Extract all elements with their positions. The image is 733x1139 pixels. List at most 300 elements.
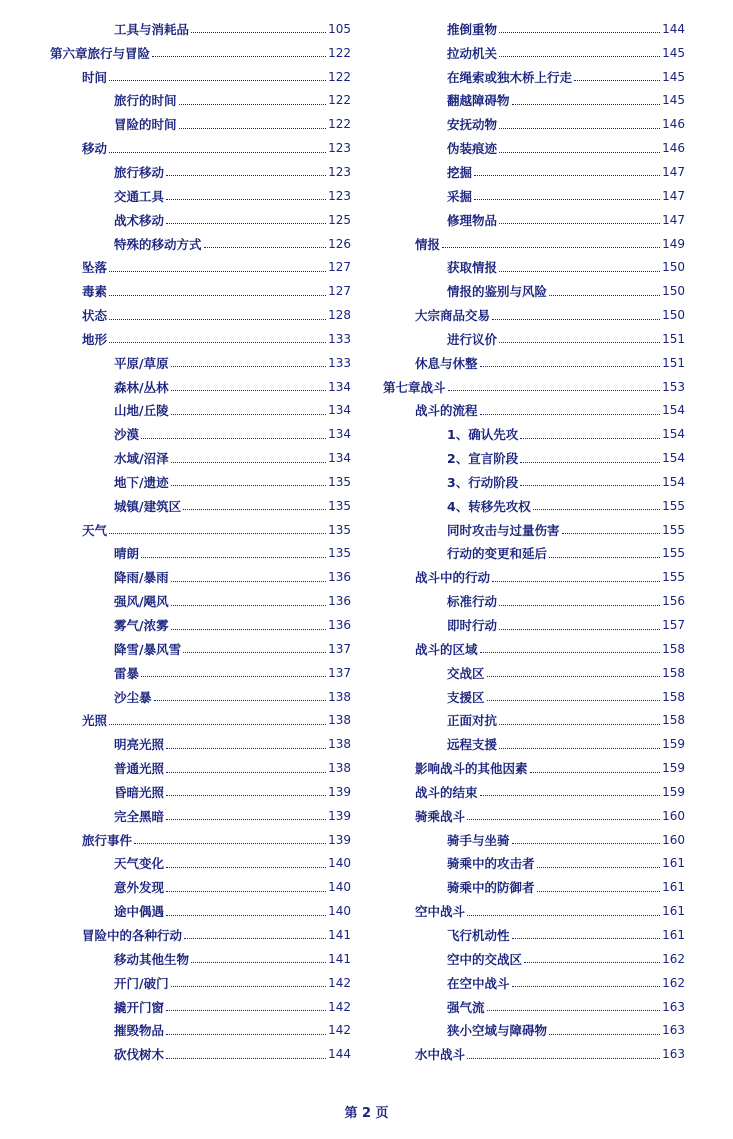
toc-entry-page: 133 (328, 355, 351, 370)
toc-entry-title: 状态 (82, 308, 108, 324)
toc-entry[interactable] (50, 255, 351, 279)
toc-column-left (50, 17, 351, 1066)
dot-leader (524, 962, 660, 963)
toc-entry[interactable] (383, 947, 685, 971)
toc-entry-title: 4、转移先攻权 (447, 498, 531, 514)
toc-entry-page: 153 (662, 379, 685, 394)
toc-entry[interactable] (50, 494, 351, 518)
dot-leader (499, 32, 660, 33)
toc-entry-page: 142 (328, 999, 351, 1014)
dot-leader (109, 533, 326, 534)
toc-entry-page: 157 (662, 618, 685, 633)
toc-entry-page: 154 (662, 451, 685, 466)
toc-entry[interactable] (50, 518, 351, 542)
toc-entry-title: 沙尘暴 (114, 689, 152, 705)
toc-entry[interactable] (50, 875, 351, 899)
toc-entry-title: 特殊的移动方式 (114, 236, 202, 252)
toc-entry-title: 森林/丛林 (114, 379, 169, 395)
toc-entry[interactable] (50, 327, 351, 351)
toc-entry-page: 160 (662, 832, 685, 847)
dot-leader (109, 319, 326, 320)
toc-entry[interactable] (50, 41, 351, 65)
toc-entry[interactable] (383, 1042, 685, 1066)
toc-entry[interactable] (383, 613, 685, 637)
toc-entry[interactable] (50, 732, 351, 756)
toc-entry-title: 坠落 (82, 260, 108, 276)
toc-entry-page: 139 (328, 784, 351, 799)
toc-entry-title: 冒险的时间 (114, 117, 177, 133)
toc-entry-page: 134 (328, 379, 351, 394)
toc-entry[interactable] (383, 995, 685, 1019)
toc-entry-page: 138 (328, 737, 351, 752)
toc-entry-page: 144 (328, 1047, 351, 1062)
toc-entry[interactable] (50, 685, 351, 709)
toc-entry-page: 155 (662, 570, 685, 585)
toc-entry-page: 150 (662, 260, 685, 275)
toc-entry-title: 骑乘中的防御者 (447, 880, 535, 896)
toc-entry-title: 平原/草原 (114, 355, 169, 371)
dot-leader (166, 891, 326, 892)
toc-entry[interactable] (383, 971, 685, 995)
toc-entry-page: 160 (662, 808, 685, 823)
toc-entry[interactable] (50, 589, 351, 613)
dot-leader (179, 128, 327, 129)
dot-leader (166, 1010, 326, 1011)
toc-entry-page: 158 (662, 713, 685, 728)
toc-entry-title: 光照 (82, 713, 108, 729)
dot-leader (520, 462, 660, 463)
toc-entry-title: 地下/遗迹 (114, 474, 169, 490)
dot-leader (166, 915, 326, 916)
toc-entry[interactable] (50, 971, 351, 995)
toc-entry[interactable] (50, 995, 351, 1019)
toc-entry-page: 123 (328, 141, 351, 156)
dot-leader (183, 652, 326, 653)
toc-entry-title: 战斗的流程 (415, 403, 478, 419)
dot-leader (487, 676, 661, 677)
toc-entry-page: 139 (328, 808, 351, 823)
toc-entry-page: 151 (662, 331, 685, 346)
toc-entry[interactable] (50, 208, 351, 232)
toc-entry-title: 推倒重物 (447, 21, 498, 37)
toc-entry[interactable] (50, 804, 351, 828)
dot-leader (109, 724, 326, 725)
toc-entry-page: 158 (662, 689, 685, 704)
toc-entry[interactable] (383, 351, 685, 375)
toc-entry[interactable] (383, 279, 685, 303)
toc-entry-page: 163 (662, 1023, 685, 1038)
toc-entry[interactable] (50, 446, 351, 470)
toc-entry-title: 在空中战斗 (447, 975, 510, 991)
toc-entry-title: 普通光照 (114, 761, 165, 777)
toc-entry-title: 水中战斗 (415, 1047, 466, 1063)
dot-leader (442, 247, 660, 248)
toc-entry[interactable] (383, 399, 685, 423)
dot-leader (204, 247, 327, 248)
toc-entry-title: 毒素 (82, 284, 108, 300)
toc-entry[interactable] (50, 375, 351, 399)
toc-entry[interactable] (50, 899, 351, 923)
toc-entry-title: 骑手与坐骑 (447, 832, 510, 848)
dot-leader (512, 938, 661, 939)
toc-entry[interactable] (383, 255, 685, 279)
toc-entry[interactable] (50, 184, 351, 208)
toc-entry-page: 162 (662, 951, 685, 966)
dot-leader (166, 223, 326, 224)
toc-entry[interactable] (50, 1042, 351, 1066)
toc-entry[interactable] (383, 422, 685, 446)
toc-entry-title: 狭小空域与障碍物 (447, 1023, 548, 1039)
dot-leader (499, 128, 660, 129)
toc-entry[interactable] (383, 160, 685, 184)
toc-entry-title: 降雪/暴风雪 (114, 641, 182, 657)
dot-leader (512, 986, 661, 987)
toc-entry-title: 在绳索或独木桥上行走 (447, 69, 573, 85)
toc-entry[interactable] (383, 494, 685, 518)
dot-leader (134, 843, 326, 844)
dot-leader (499, 724, 660, 725)
toc-entry-title: 空中的交战区 (447, 951, 523, 967)
toc-entry-title: 大宗商品交易 (415, 308, 491, 324)
toc-entry-title: 移动 (82, 141, 108, 157)
toc-entry[interactable] (50, 399, 351, 423)
toc-entry-title: 雷暴 (114, 665, 140, 681)
dot-leader (141, 557, 326, 558)
toc-entry-page: 146 (662, 141, 685, 156)
toc-entry-title: 雾气/浓雾 (114, 618, 169, 634)
toc-entry-title: 强风/飓风 (114, 594, 169, 610)
toc-entry-title: 2、宣言阶段 (447, 451, 519, 467)
dot-leader (492, 581, 660, 582)
toc-entry[interactable] (383, 1018, 685, 1042)
toc-entry-page: 162 (662, 975, 685, 990)
toc-entry-page: 159 (662, 737, 685, 752)
dot-leader (166, 772, 326, 773)
toc-entry-page: 122 (328, 69, 351, 84)
dot-leader (499, 56, 660, 57)
toc-entry-title: 正面对抗 (447, 713, 498, 729)
toc-entry[interactable] (383, 756, 685, 780)
toc-entry[interactable] (50, 232, 351, 256)
toc-entry[interactable] (383, 804, 685, 828)
toc-entry[interactable] (50, 947, 351, 971)
toc-entry[interactable] (383, 780, 685, 804)
toc-entry-title: 旅行的时间 (114, 93, 177, 109)
toc-entry-page: 145 (662, 93, 685, 108)
dot-leader (499, 342, 660, 343)
toc-entry[interactable] (383, 184, 685, 208)
toc-entry[interactable] (383, 923, 685, 947)
dot-leader (499, 152, 660, 153)
toc-entry-page: 134 (328, 427, 351, 442)
toc-entry[interactable] (50, 637, 351, 661)
dot-leader (141, 438, 326, 439)
toc-entry[interactable] (383, 17, 685, 41)
dot-leader (171, 629, 327, 630)
dot-leader (166, 1034, 326, 1035)
toc-entry[interactable] (383, 542, 685, 566)
toc-entry-title: 明亮光照 (114, 737, 165, 753)
dot-leader (154, 700, 327, 701)
toc-entry-page: 158 (662, 665, 685, 680)
toc-entry-title: 山地/丘陵 (114, 403, 169, 419)
toc-entry-page: 105 (328, 21, 351, 36)
toc-entry[interactable] (383, 446, 685, 470)
toc-entry-page: 136 (328, 618, 351, 633)
toc-entry-page: 150 (662, 284, 685, 299)
toc-entry-title: 翻越障碍物 (447, 93, 510, 109)
toc-entry[interactable] (383, 65, 685, 89)
toc-entry[interactable] (50, 17, 351, 41)
toc-entry-title: 开门/破门 (114, 975, 169, 991)
toc-entry[interactable] (50, 351, 351, 375)
toc-entry-title: 情报的鉴别与风险 (447, 284, 548, 300)
toc-entry-title: 安抚动物 (447, 117, 498, 133)
dot-leader (499, 748, 660, 749)
dot-leader (171, 366, 327, 367)
dot-leader (184, 938, 326, 939)
toc-entry-title: 交通工具 (114, 188, 165, 204)
toc-entry[interactable] (383, 136, 685, 160)
dot-leader (166, 1058, 326, 1059)
toc-entry[interactable] (383, 303, 685, 327)
page-number: 第 2 页 (344, 1106, 389, 1121)
toc-entry[interactable] (383, 852, 685, 876)
toc-entry[interactable] (50, 565, 351, 589)
toc-entry[interactable] (383, 589, 685, 613)
toc-entry-page: 154 (662, 403, 685, 418)
toc-entry-title: 战斗的区域 (415, 641, 478, 657)
toc-entry[interactable] (50, 303, 351, 327)
toc-entry-page: 136 (328, 594, 351, 609)
toc-entry-title: 晴朗 (114, 546, 140, 562)
toc-entry[interactable] (383, 685, 685, 709)
toc-entry-page: 141 (328, 951, 351, 966)
toc-entry-page: 146 (662, 117, 685, 132)
toc-entry[interactable] (383, 327, 685, 351)
toc-entry-title: 影响战斗的其他因素 (415, 761, 528, 777)
dot-leader (109, 271, 326, 272)
toc-entry-title: 1、确认先攻 (447, 427, 519, 443)
dot-leader (166, 795, 326, 796)
toc-entry-page: 147 (662, 212, 685, 227)
toc-entry-page: 137 (328, 641, 351, 656)
toc-entry-title: 战斗的结束 (415, 784, 478, 800)
toc-entry[interactable] (50, 422, 351, 446)
toc-entry-page: 159 (662, 784, 685, 799)
toc-entry-page: 135 (328, 546, 351, 561)
dot-leader (492, 319, 660, 320)
dot-leader (480, 652, 661, 653)
toc-entry[interactable] (50, 756, 351, 780)
dot-leader (512, 104, 661, 105)
dot-leader (191, 962, 326, 963)
toc-entry-page: 123 (328, 188, 351, 203)
toc-entry-title: 第七章战斗 (383, 379, 446, 395)
toc-entry[interactable] (383, 232, 685, 256)
toc-entry-page: 147 (662, 188, 685, 203)
toc-entry-title: 进行议价 (447, 331, 498, 347)
toc-entry[interactable] (383, 828, 685, 852)
toc-entry-title: 情报 (415, 236, 441, 252)
toc-entry-title: 水域/沼泽 (114, 451, 169, 467)
dot-leader (171, 986, 327, 987)
dot-leader (499, 605, 660, 606)
toc-entry-title: 旅行移动 (114, 164, 165, 180)
toc-entry-title: 交战区 (447, 665, 485, 681)
toc-entry-title: 修理物品 (447, 212, 498, 228)
toc-entry-page: 127 (328, 284, 351, 299)
toc-entry-title: 完全黑暗 (114, 808, 165, 824)
dot-leader (171, 605, 327, 606)
toc-entry-title: 获取情报 (447, 260, 498, 276)
toc-entry-page: 122 (328, 117, 351, 132)
toc-entry[interactable] (50, 65, 351, 89)
toc-entry-title: 沙漠 (114, 427, 140, 443)
toc-entry-page: 163 (662, 999, 685, 1014)
toc-entry[interactable] (383, 732, 685, 756)
toc-entry-title: 工具与消耗品 (114, 21, 190, 37)
dot-leader (499, 223, 660, 224)
toc-entry[interactable] (50, 160, 351, 184)
toc-entry[interactable] (383, 565, 685, 589)
dot-leader (487, 700, 661, 701)
toc-entry-page: 155 (662, 546, 685, 561)
toc-entry-title: 意外发现 (114, 880, 165, 896)
toc-entry-page: 158 (662, 641, 685, 656)
toc-entry-title: 旅行事件 (82, 832, 133, 848)
dot-leader (141, 676, 326, 677)
toc-entry[interactable] (50, 780, 351, 804)
toc-entry[interactable] (383, 518, 685, 542)
toc-entry[interactable] (383, 89, 685, 113)
toc-entry-page: 140 (328, 880, 351, 895)
toc-entry-page: 145 (662, 45, 685, 60)
toc-entry[interactable] (383, 875, 685, 899)
toc-entry[interactable] (50, 923, 351, 947)
dot-leader (537, 891, 661, 892)
toc-entry-page: 135 (328, 498, 351, 513)
dot-leader (487, 1010, 661, 1011)
toc-entry[interactable] (383, 112, 685, 136)
toc-entry-page: 139 (328, 832, 351, 847)
dot-leader (520, 485, 660, 486)
toc-entry-title: 骑乘中的攻击者 (447, 856, 535, 872)
dot-leader (448, 390, 661, 391)
toc-entry[interactable] (50, 1018, 351, 1042)
toc-entry-title: 拉动机关 (447, 45, 498, 61)
toc-entry-page: 137 (328, 665, 351, 680)
toc-entry[interactable] (383, 375, 685, 399)
toc-entry-page: 161 (662, 927, 685, 942)
dot-leader (166, 175, 326, 176)
toc-entry[interactable] (383, 708, 685, 732)
toc-entry-page: 134 (328, 403, 351, 418)
dot-leader (520, 438, 660, 439)
toc-entry-page: 134 (328, 451, 351, 466)
dot-leader (467, 819, 660, 820)
toc-entry-page: 163 (662, 1047, 685, 1062)
dot-leader (480, 366, 661, 367)
dot-leader (166, 199, 326, 200)
toc-entry-title: 同时攻击与过量伤害 (447, 522, 560, 538)
dot-leader (499, 629, 660, 630)
toc-entry-title: 远程支援 (447, 737, 498, 753)
dot-leader (166, 819, 326, 820)
toc-entry-page: 133 (328, 331, 351, 346)
dot-leader (530, 772, 661, 773)
toc-entry-page: 140 (328, 856, 351, 871)
toc-entry[interactable] (383, 470, 685, 494)
toc-entry[interactable] (50, 470, 351, 494)
toc-entry-page: 145 (662, 69, 685, 84)
dot-leader (474, 175, 660, 176)
toc-entry-title: 休息与休整 (415, 355, 478, 371)
dot-leader (549, 557, 660, 558)
toc-entry[interactable] (383, 661, 685, 685)
toc-entry[interactable] (50, 89, 351, 113)
dot-leader (512, 843, 661, 844)
dot-leader (191, 32, 326, 33)
toc-entry-page: 142 (328, 975, 351, 990)
toc-entry[interactable] (50, 112, 351, 136)
toc-entry-title: 途中偶遇 (114, 904, 165, 920)
dot-leader (533, 509, 660, 510)
toc-entry[interactable] (50, 708, 351, 732)
toc-entry[interactable] (50, 852, 351, 876)
toc-entry-page: 123 (328, 164, 351, 179)
toc-entry[interactable] (383, 637, 685, 661)
toc-entry-title: 战斗中的行动 (415, 570, 491, 586)
toc-entry-page: 141 (328, 927, 351, 942)
toc-entry-page: 122 (328, 45, 351, 60)
dot-leader (171, 485, 327, 486)
toc-entry-title: 标准行动 (447, 594, 498, 610)
toc-entry-page: 140 (328, 904, 351, 919)
toc-entry-page: 142 (328, 1023, 351, 1038)
toc-entry-title: 天气变化 (114, 856, 165, 872)
dot-leader (171, 462, 327, 463)
toc-entry[interactable] (50, 661, 351, 685)
toc-entry-page: 136 (328, 570, 351, 585)
dot-leader (109, 80, 326, 81)
toc-entry[interactable] (50, 542, 351, 566)
toc-entry[interactable] (383, 208, 685, 232)
toc-entry-title: 降雨/暴雨 (114, 570, 169, 586)
toc-entry-title: 时间 (82, 69, 108, 85)
toc-entry[interactable] (50, 828, 351, 852)
toc-entry-title: 挖掘 (447, 164, 473, 180)
dot-leader (166, 867, 326, 868)
toc-entry[interactable] (50, 279, 351, 303)
toc-entry[interactable] (50, 136, 351, 160)
toc-entry[interactable] (383, 899, 685, 923)
toc-entry-title: 天气 (82, 522, 108, 538)
toc-entry[interactable] (50, 613, 351, 637)
toc-entry-title: 第六章旅行与冒险 (50, 45, 151, 61)
toc-entry[interactable] (383, 41, 685, 65)
toc-entry-title: 砍伐树木 (114, 1047, 165, 1063)
toc-entry-page: 128 (328, 308, 351, 323)
toc-entry-page: 125 (328, 212, 351, 227)
toc-entry-title: 空中战斗 (415, 904, 466, 920)
dot-leader (179, 104, 327, 105)
toc-entry-page: 161 (662, 904, 685, 919)
toc-entry-page: 122 (328, 93, 351, 108)
dot-leader (480, 414, 661, 415)
toc-entry-page: 127 (328, 260, 351, 275)
toc-column-right (383, 17, 685, 1066)
